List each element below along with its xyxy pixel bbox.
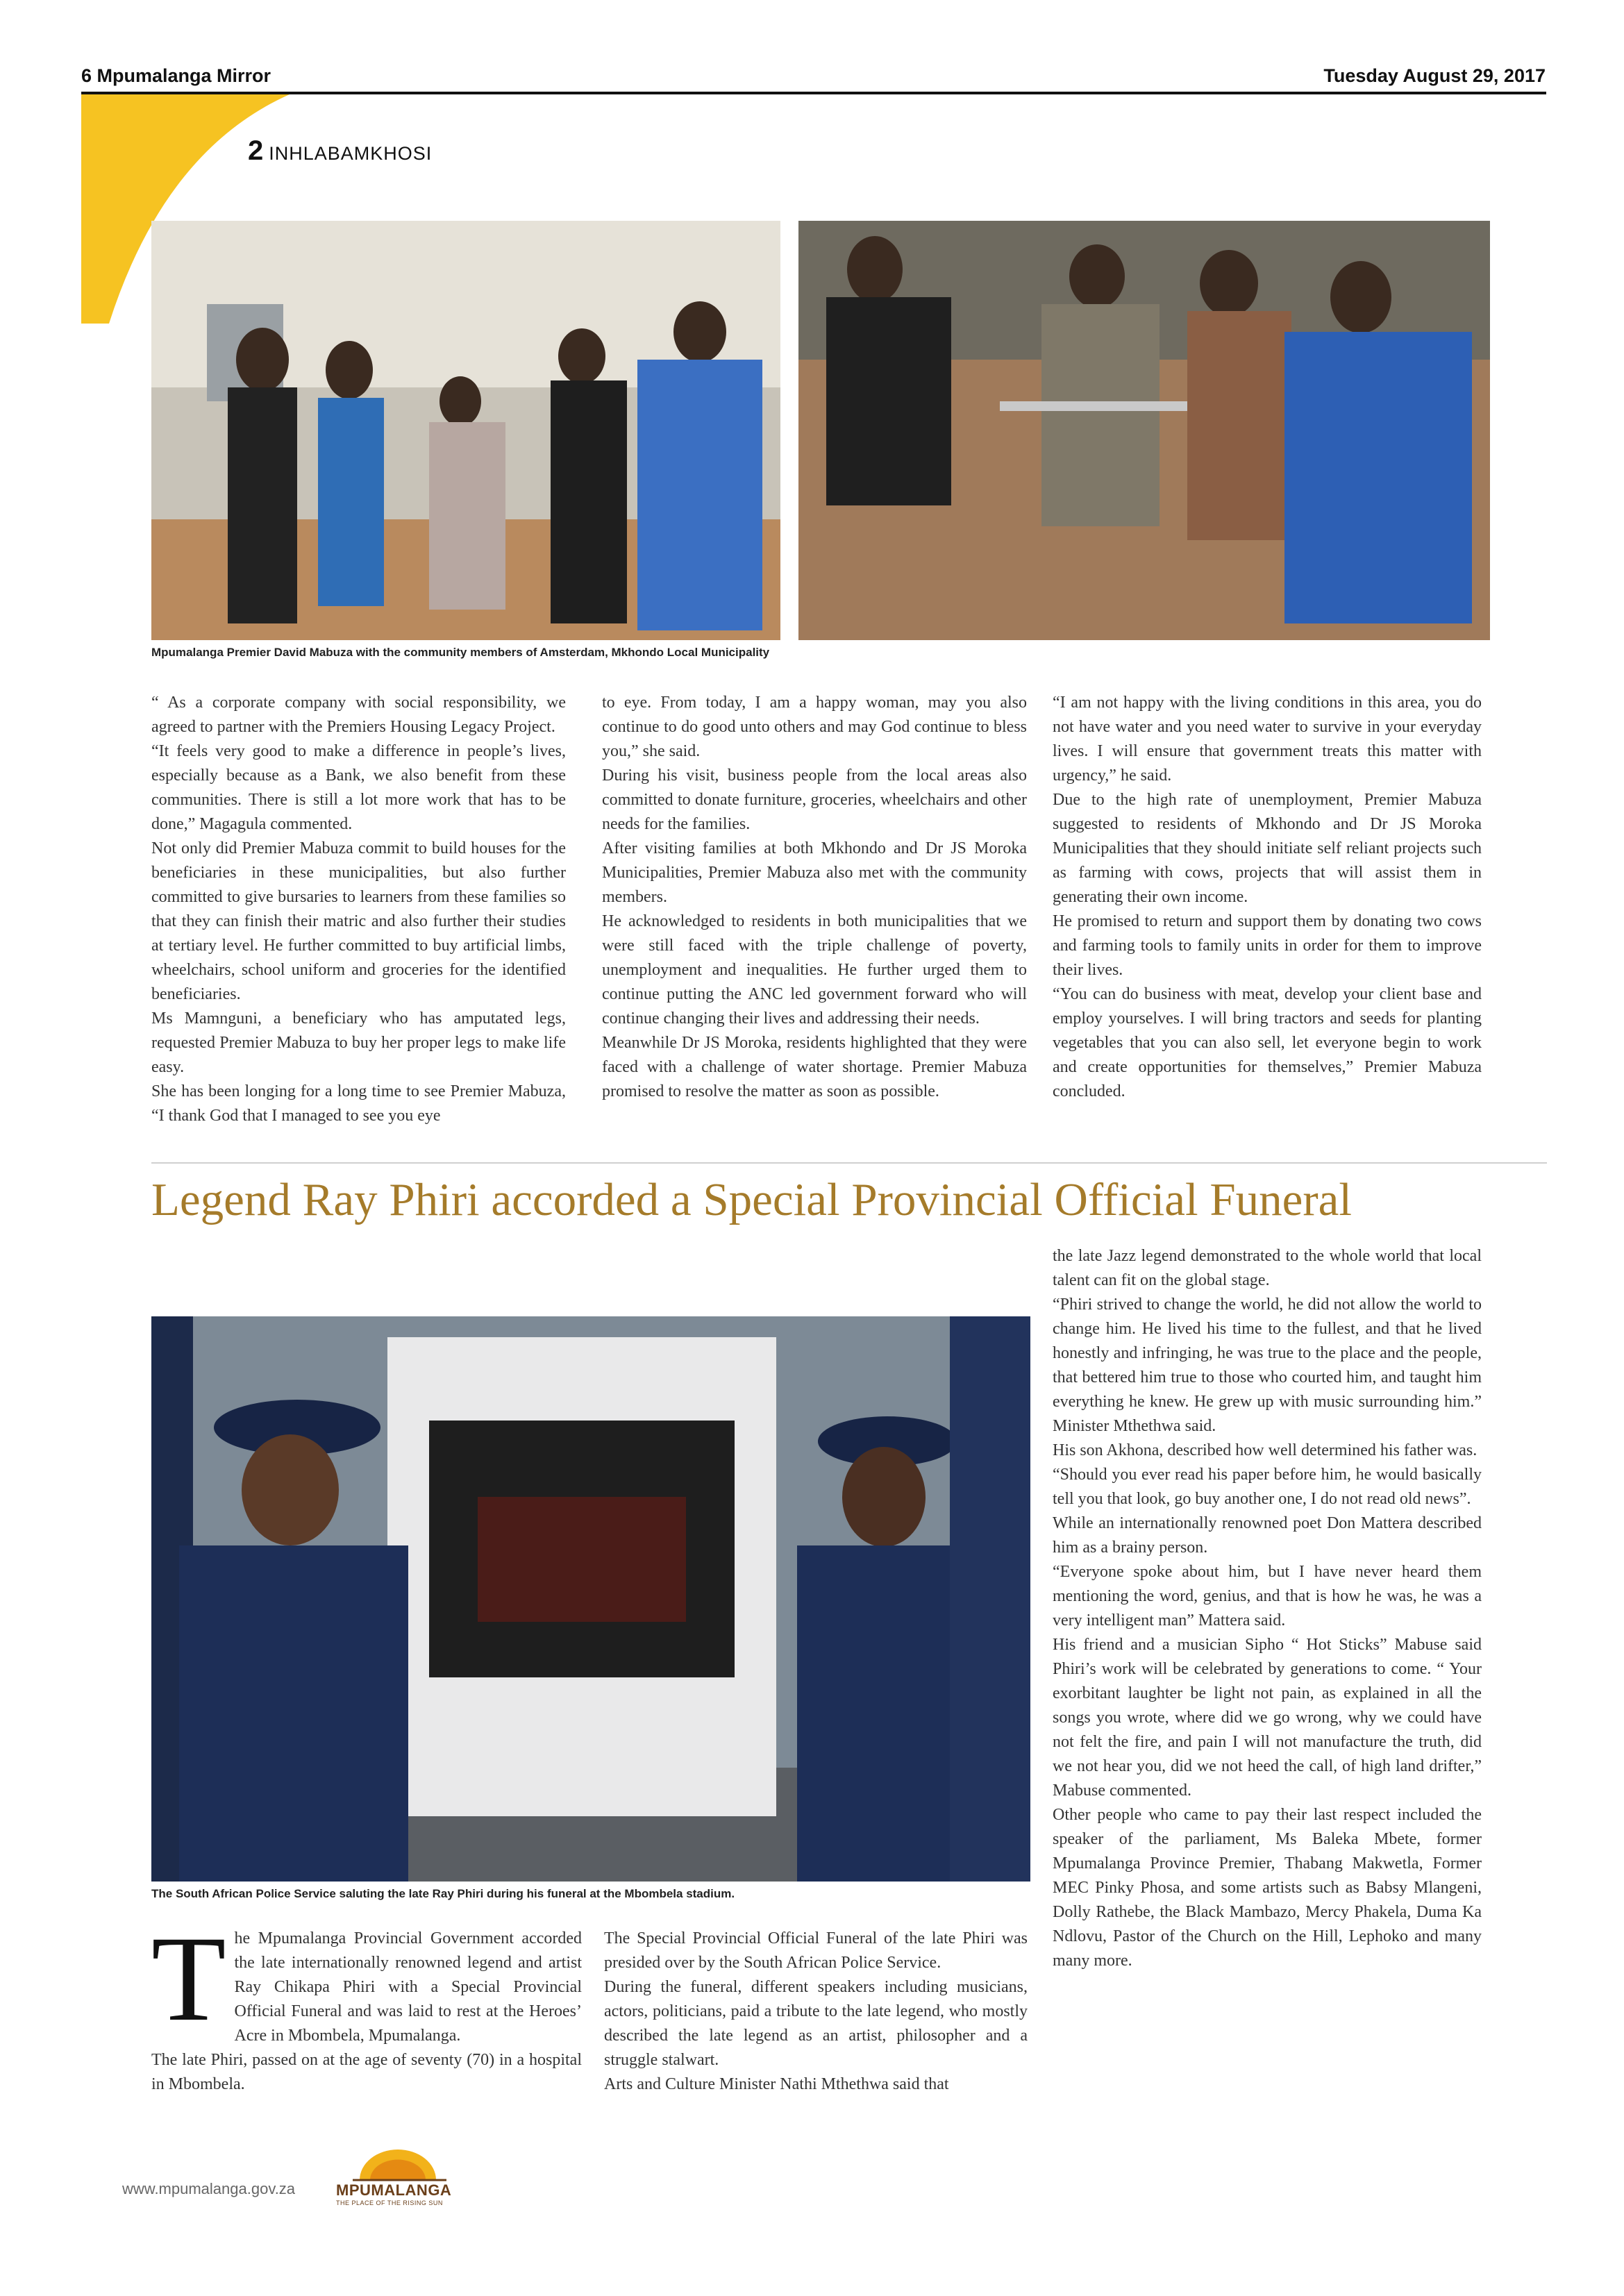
top-photo-caption: Mpumalanga Premier David Mabuza with the community members of Amsterdam, Mkhondo Local Municipality [151,646,770,659]
paragraph: “It feels very good to make a difference in people’s lives, especially because as a Bank, we also benefit from these communities. There is still a lot more work that has to be done,” Magagula commented. [151,742,566,833]
section-name: INHLABAMKHOSI [269,143,433,164]
top-story-column-3 [1053,691,1482,1104]
paragraph: “Should you ever read his paper before him, he would basically tell you that look, go buy another one, I do not read old news”. [1053,1466,1482,1508]
top-story-column-1 [151,691,566,1128]
paragraph: The Special Provincial Official Funeral of the late Phiri was presided over by the South African Police Service. [604,1929,1028,1972]
paragraph: After visiting families at both Mkhondo and Dr JS Moroka Municipalities, Premier Mabuza also met with the community members. [602,839,1027,906]
story-divider [151,1162,1547,1164]
drop-cap: T [151,1911,226,2047]
paragraph: Due to the high rate of unemployment, Premier Mabuza suggested to residents of Mkhondo and Dr JS Moroka Municipalities that they should initiate self reliant projects such as farming with cows, projects that will assist them in generating their own income. [1053,791,1482,906]
paragraph: While an internationally renowned poet Don Mattera described him as a brainy person. [1053,1514,1482,1557]
paragraph: the late Jazz legend demonstrated to the whole world that local talent can fit on the global stage. [1053,1247,1482,1289]
funeral-headline: Legend Ray Phiri accorded a Special Provincial Official Funeral [151,1174,1353,1225]
paragraph: The late Phiri, passed on at the age of seventy (70) in a hospital in Mbombela. [151,2051,582,2093]
funeral-story-column-3 [1053,1244,1482,1973]
paragraph: He acknowledged to residents in both municipalities that we were still faced with the triple challenge of poverty, unemployment and inequalities. He further urged them to continue putting the ANC led government forward who will continue changing their lives and addressing their needs. [602,912,1027,1028]
funeral-story-column-1 [151,1911,582,2097]
paragraph: “Phiri strived to change the world, he did not allow the world to change him. He lived his time to the fullest, and that he lived honestly and infringing, he was true to the place and the people, that bettered him true to those who courted him, and taught him everything he knew. He grew up with music surrounding him.” Minister Mthethwa said. [1053,1296,1482,1435]
section-label [248,135,432,167]
paragraph: During his visit, business people from the local areas also committed to donate furniture, groceries, wheelchairs and other needs for the families. [602,766,1027,833]
mpumalanga-logo [332,2145,471,2208]
paragraph: During the funeral, different speakers including musicians, actors, politicians, paid a tribute to the late legend, who mostly described the late legend as an artist, philosopher and a struggle stalwart. [604,1978,1028,2069]
top-story-column-2 [602,691,1027,1104]
paragraph: She has been longing for a long time to see Premier Mabuza, “I thank God that I managed to see you eye [151,1082,566,1125]
photo-premier-community [151,221,780,640]
paragraph: he Mpumalanga Provincial Government accorded the late internationally renowned legend and artist Ray Chikapa Phiri with a Special Provincial Official Funeral and was laid to rest at the Heroes’ Acre in Mbombela, Mpumalanga. [234,1929,582,2045]
paragraph: Arts and Culture Minister Nathi Mthethwa said that [604,2075,949,2093]
paragraph: “ As a corporate company with social responsibility, we agreed to partner with the Premiers Housing Legacy Project. [151,694,566,736]
section-number: 2 [248,135,264,166]
paragraph: “Everyone spoke about him, but I have never heard them mentioning the word, genius, and that is how he was, he was a very intelligent man” Mattera said. [1053,1563,1482,1629]
rising-sun-icon [332,2145,471,2184]
paragraph: “You can do business with meat, develop your client base and employ yourselves. I will bring tractors and seeds for planting vegetables that you can also sell, let everyone begin to work and create opportunities for themselves,” Premier Mabuza concluded. [1053,985,1482,1100]
logo-tagline: THE PLACE OF THE RISING SUN [336,2199,443,2206]
website-url: www.mpumalanga.gov.za [122,2180,296,2197]
paragraph: “I am not happy with the living conditions in this area, you do not have water and you need water to survive in your everyday lives. I will ensure that government treats this matter with urgency,” he said. [1053,694,1482,785]
issue-date: Tuesday August 29, 2017 [1323,65,1546,86]
funeral-story-column-2 [604,1927,1028,2097]
logo-wordmark: MPUMALANGA [336,2181,452,2199]
funeral-photo-caption: The South African Police Service saluting the late Ray Phiri during his funeral at the Mbombela stadium. [151,1887,735,1900]
paragraph: Not only did Premier Mabuza commit to build houses for the beneficiaries in these municipalities, but also further committed to give bursaries to learners from these families so that they can finish their matric and also further their studies at tertiary level. He further committed to buy artificial limbs, wheelchairs, school uniform and groceries for the identified beneficiaries. [151,839,566,1003]
paragraph: He promised to return and support them by donating two cows and farming tools to family units in order for them to improve their lives. [1053,912,1482,979]
photo-police-funeral [151,1316,1030,1882]
paragraph: His son Akhona, described how well determined his father was. [1053,1441,1477,1459]
paragraph: His friend and a musician Sipho “ Hot Sticks” Mabuse said Phiri’s work will be celebrated by generations to come. “ Your exorbitant laughter be light not pain, as explained in all the songs you wrote, where did we go wrong, why we could have not felt the fire, and pain I will not manufacture the truth, did we not hear you, did we not heed the call, of high land drifter,” Mabuse commented. [1053,1636,1482,1800]
paragraph: Meanwhile Dr JS Moroka, residents highlighted that they were faced with a challenge of water shortage. Premier Mabuza promised to resolve the matter as soon as possible. [602,1034,1027,1100]
paragraph: Ms Mamnguni, a beneficiary who has amputated legs, requested Premier Mabuza to buy her proper legs to make life easy. [151,1009,566,1076]
paragraph: to eye. From today, I am a happy woman, may you also continue to do good unto others and may God continue to bless you,” she said. [602,694,1027,760]
photo-premier-elderly [798,221,1490,640]
page-folio: 6 Mpumalanga Mirror [81,65,271,86]
paragraph: Other people who came to pay their last respect included the speaker of the parliament, Ms Baleka Mbete, former Mpumalanga Province Premier, Thabang Makwetla, Former MEC Pinky Phosa, and some artists such as Babsy Mlangeni, Dolly Rathebe, the Black Mambazo, Mercy Phakela, Duma Ka Ndlovu, Pastor of the Church on the Hill, Lephoko and many many more. [1053,1806,1482,1970]
